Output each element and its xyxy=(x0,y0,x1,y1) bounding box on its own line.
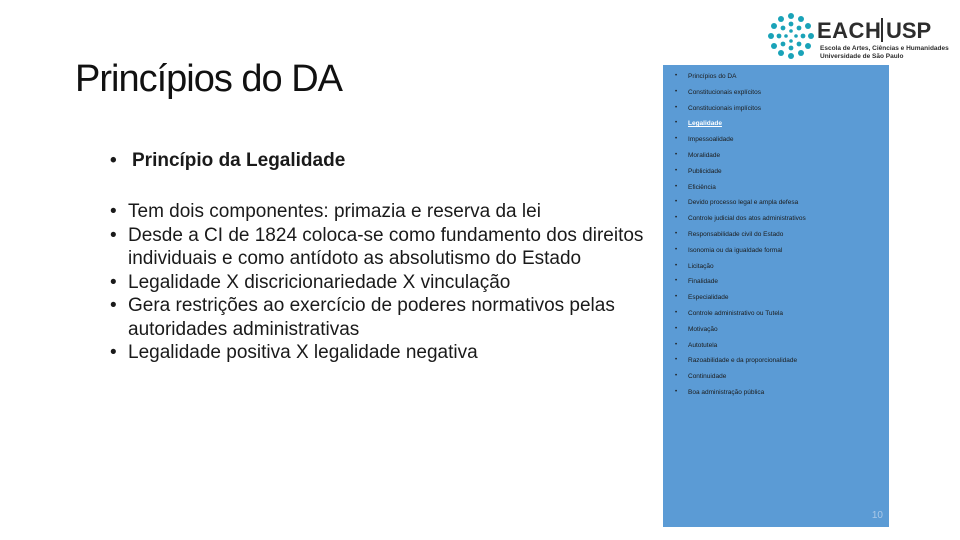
nav-item-label[interactable]: Licitação xyxy=(688,262,714,270)
nav-bullet: • xyxy=(675,151,678,158)
nav-item[interactable] xyxy=(663,355,889,371)
nav-item[interactable] xyxy=(663,166,889,182)
nav-item[interactable] xyxy=(663,276,889,292)
nav-item-label[interactable]: Continuidade xyxy=(688,373,727,381)
nav-bullet: • xyxy=(675,325,678,332)
nav-item[interactable] xyxy=(663,182,889,198)
nav-item[interactable] xyxy=(663,103,889,119)
nav-item-label[interactable]: Isonomia ou da igualdade formal xyxy=(688,246,783,254)
nav-bullet: • xyxy=(675,246,678,253)
bullet-item: • Tem dois componentes: primazia e reserva da lei xyxy=(110,200,650,224)
nav-item[interactable] xyxy=(663,308,889,324)
nav-bullet: • xyxy=(675,262,678,269)
logo-usp-text: USP xyxy=(886,18,932,43)
nav-item[interactable] xyxy=(663,324,889,340)
nav-item[interactable] xyxy=(663,87,889,103)
nav-bullet: • xyxy=(675,215,678,222)
nav-item-label[interactable]: Finalidade xyxy=(688,278,718,286)
each-logo-icon xyxy=(765,10,817,62)
nav-bullet: • xyxy=(675,373,678,380)
nav-bullet: • xyxy=(675,341,678,348)
bullet-item: • Gera restrições ao exercício de poderes normativos pelas autoridades administrativas xyxy=(110,294,650,341)
logo-each-text: EACH xyxy=(817,18,882,43)
nav-item-label[interactable]: Constitucionais explícitos xyxy=(688,88,761,96)
nav-item[interactable] xyxy=(663,261,889,277)
nav-item[interactable] xyxy=(663,371,889,387)
nav-item[interactable] xyxy=(663,150,889,166)
nav-bullet: • xyxy=(675,73,678,79)
nav-bullet: • xyxy=(675,294,678,301)
nav-item[interactable] xyxy=(663,71,889,87)
nav-item-label[interactable]: Legalidade xyxy=(688,120,722,128)
logo-separator xyxy=(881,18,883,42)
slide-title: Princípios do DA xyxy=(75,58,343,100)
nav-item-label[interactable]: Motivação xyxy=(688,325,718,333)
nav-item-label[interactable]: Razoabilidade e da proporcionalidade xyxy=(688,357,798,365)
bullet-list xyxy=(110,200,650,365)
nav-item-label[interactable]: Autotutela xyxy=(688,341,718,349)
nav-bullet: • xyxy=(675,167,678,174)
nav-item-label[interactable]: Controle judicial dos atos administrativos xyxy=(688,215,806,223)
each-usp-logo xyxy=(765,10,950,65)
nav-bullet: • xyxy=(675,278,678,285)
nav-bullet: • xyxy=(675,309,678,316)
nav-item[interactable] xyxy=(663,118,889,134)
nav-item-label[interactable]: Boa administração pública xyxy=(688,388,765,396)
nav-item[interactable] xyxy=(663,245,889,261)
nav-item-label[interactable]: Controle administrativo ou Tutela xyxy=(688,309,784,317)
heading-bullet-text: Princípio da Legalidade xyxy=(132,150,346,171)
logo-subtitle-line1: Escola de Artes, Ciências e Humanidades xyxy=(820,45,949,52)
nav-item[interactable] xyxy=(663,197,889,213)
nav-item-label[interactable]: Devido processo legal e ampla defesa xyxy=(688,199,799,207)
nav-item-label[interactable]: Publicidade xyxy=(688,167,722,175)
navigation-panel xyxy=(663,65,889,527)
nav-item[interactable] xyxy=(663,134,889,150)
nav-item-label[interactable]: Constitucionais implícitos xyxy=(688,104,761,112)
nav-list xyxy=(663,71,889,403)
nav-bullet: • xyxy=(675,183,678,190)
nav-bullet: • xyxy=(675,199,678,206)
nav-item-label[interactable]: Responsabilidade civil do Estado xyxy=(688,230,784,238)
nav-item[interactable] xyxy=(663,340,889,356)
nav-item-label[interactable]: Moralidade xyxy=(688,151,721,159)
nav-item-label[interactable]: Impessoalidade xyxy=(688,136,734,144)
bullet-item: • Desde a CI de 1824 coloca-se como fundamento dos direitos individuais e como antídoto as absolutismo do Estado xyxy=(110,224,650,271)
nav-item-label[interactable]: Eficiência xyxy=(688,183,716,191)
nav-bullet: • xyxy=(675,120,678,127)
nav-bullet: • xyxy=(675,88,678,95)
bullet-item: • Legalidade positiva X legalidade negativa xyxy=(110,341,650,365)
nav-item[interactable] xyxy=(663,213,889,229)
nav-bullet: • xyxy=(675,388,678,395)
nav-item-label[interactable]: Especialidade xyxy=(688,294,729,302)
nav-item[interactable] xyxy=(663,387,889,403)
nav-item-label[interactable]: Princípios do DA xyxy=(688,73,737,80)
nav-item[interactable] xyxy=(663,292,889,308)
nav-bullet: • xyxy=(675,104,678,111)
bullet-dot: • xyxy=(110,150,117,171)
nav-bullet: • xyxy=(675,357,678,364)
heading-bullet xyxy=(110,150,345,172)
nav-bullet: • xyxy=(675,136,678,143)
nav-bullet: • xyxy=(675,230,678,237)
logo-subtitle-line2: Universidade de São Paulo xyxy=(820,53,904,60)
page-number: 10 xyxy=(871,510,883,521)
bullet-item: • Legalidade X discricionariedade X vinculação xyxy=(110,271,650,295)
nav-item[interactable] xyxy=(663,229,889,245)
